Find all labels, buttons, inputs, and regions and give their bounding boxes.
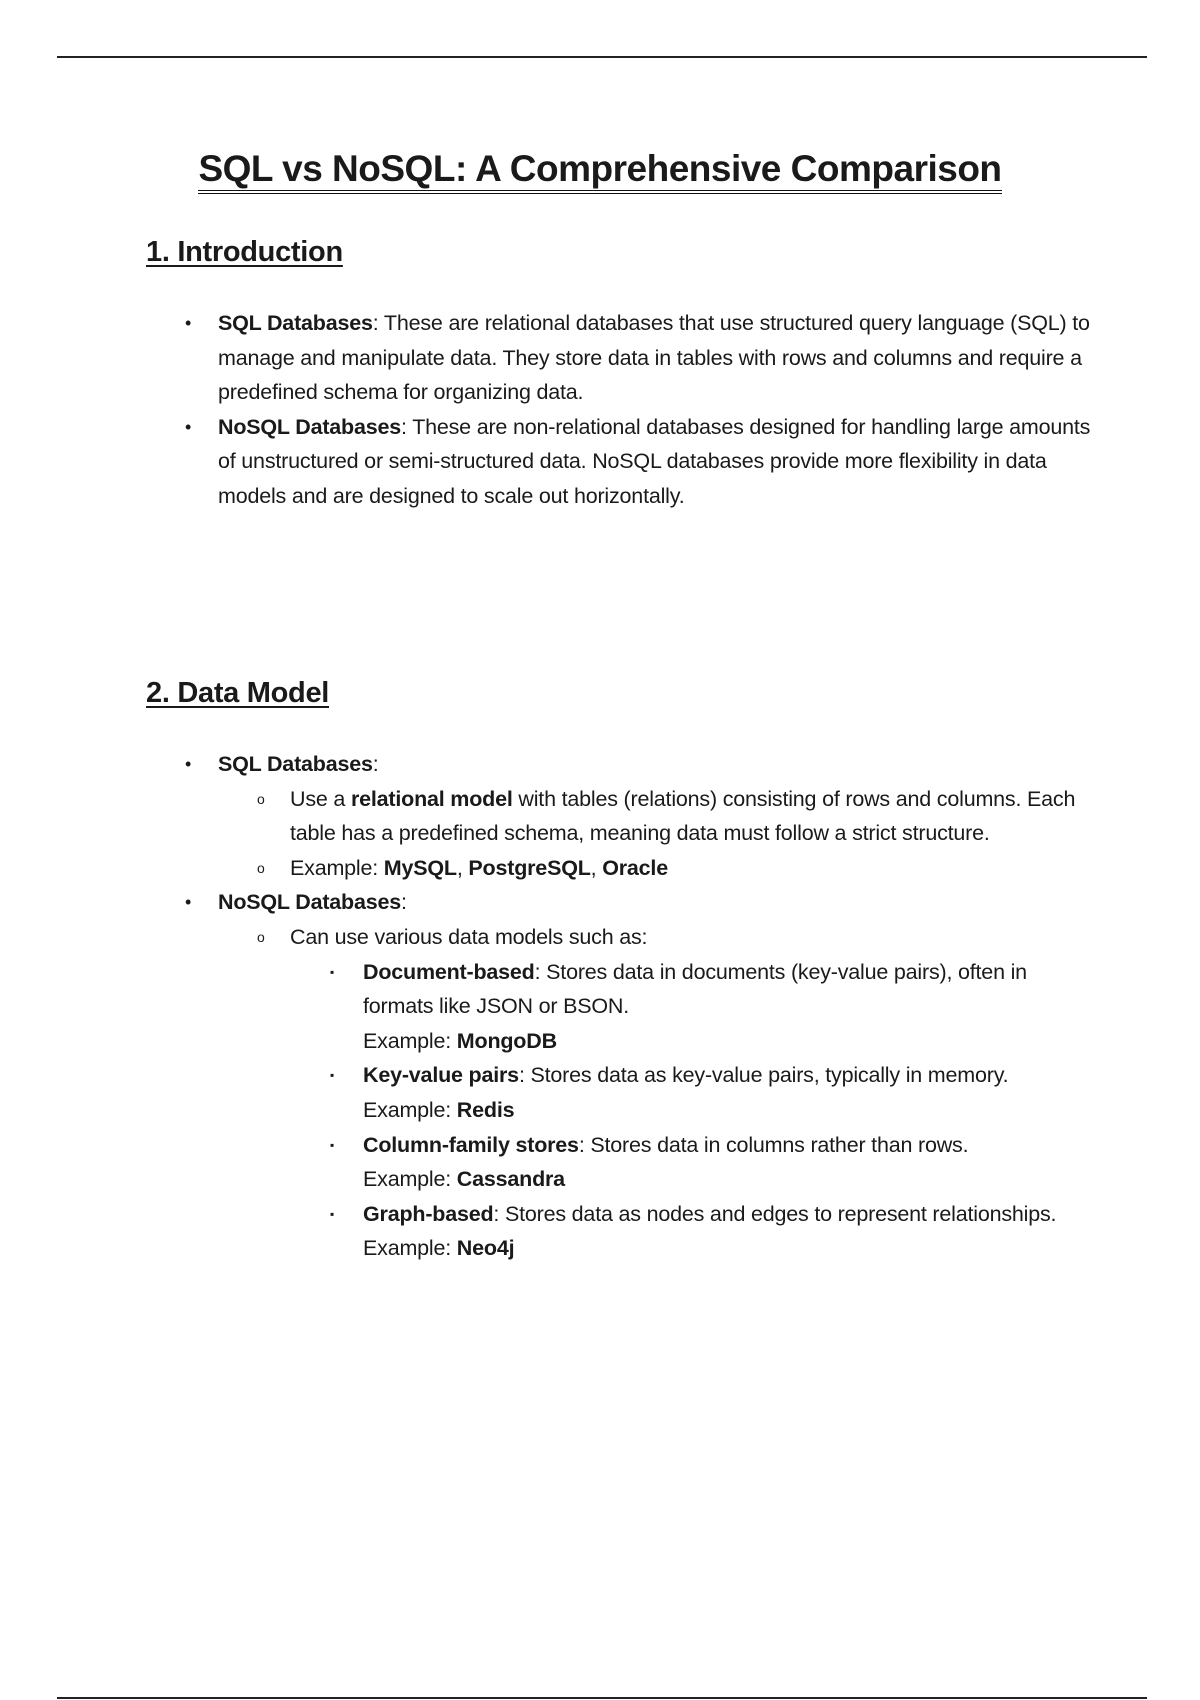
document-title [0,148,1200,190]
list-item [290,851,1098,886]
example-label: Example: [363,1028,457,1053]
text: with tables (relations) consisting of rows and columns. Each table has a predefined schema, meaning data must follow a strict structure. [290,786,1076,846]
nosql-sublist [290,920,1098,1266]
text: Use a [290,786,351,811]
example: Oracle [602,855,668,880]
model-desc: : Stores data in documents (key-value pairs), often in formats like JSON or BSON. [363,959,1027,1019]
description: These are relational databases that use structured query language (SQL) to manage and manipulate data. They store data in tables with rows and columns and require a predefined schema for organizing data. [218,311,1090,405]
list-item-nosql [218,885,1098,1266]
section-heading-data-model: 2. Data Model [146,677,330,709]
example: MySQL [383,855,457,880]
model-desc: : Stores data as key-value pairs, typically in memory. [518,1063,1009,1088]
list-item [290,920,1098,1266]
model-item [363,1058,1098,1127]
list-item [218,410,1098,514]
example: PostgreSQL [468,855,591,880]
model-name: Graph-based [363,1201,494,1226]
model-item [363,955,1098,1059]
example-label: Example: [290,855,384,880]
term: NoSQL Databases [218,890,402,915]
document-title-text: SQL vs NoSQL: A Comprehensive Comparison [198,148,1001,194]
description: These are non-relational databases designed for handling large amounts of unstructured or semi-structured data. NoSQL databases provide more flexibility in data models and are designed to scale out horizontally. [218,414,1091,508]
model-item [363,1128,1098,1197]
example: Redis [456,1097,515,1122]
separator: : [401,414,413,439]
section-heading-introduction: 1. Introduction [146,236,343,268]
model-name: Key-value pairs [363,1063,519,1088]
separator: : [372,752,379,776]
comma: , [590,855,603,880]
model-desc: : Stores data in columns rather than rows. [578,1132,969,1157]
footer-rule [57,1697,1147,1699]
nosql-models-list [363,955,1098,1266]
example: Neo4j [456,1236,515,1261]
list-item [218,306,1098,410]
data-model-list [218,747,1098,1266]
model-item [363,1197,1098,1266]
header-rule [57,56,1147,58]
text: Can use various data models such as: [290,924,648,949]
model-desc: : Stores data as nodes and edges to represent relationships. [493,1201,1057,1226]
list-item-sql [218,747,1098,885]
introduction-list [218,306,1098,514]
term: SQL Databases [218,311,373,335]
emphasis: relational model [350,786,513,811]
example: MongoDB [456,1028,557,1053]
term: SQL Databases [218,752,373,776]
example-label: Example: [363,1167,457,1192]
example: Cassandra [456,1167,565,1192]
list-item [290,782,1098,851]
separator: : [401,890,407,915]
term: NoSQL Databases [218,414,402,439]
comma: , [456,855,469,880]
model-name: Document-based [363,959,535,984]
separator: : [372,311,384,335]
model-name: Column-family stores [363,1132,579,1157]
sql-sublist [290,782,1098,886]
example-label: Example: [363,1236,457,1261]
example-label: Example: [363,1097,457,1122]
